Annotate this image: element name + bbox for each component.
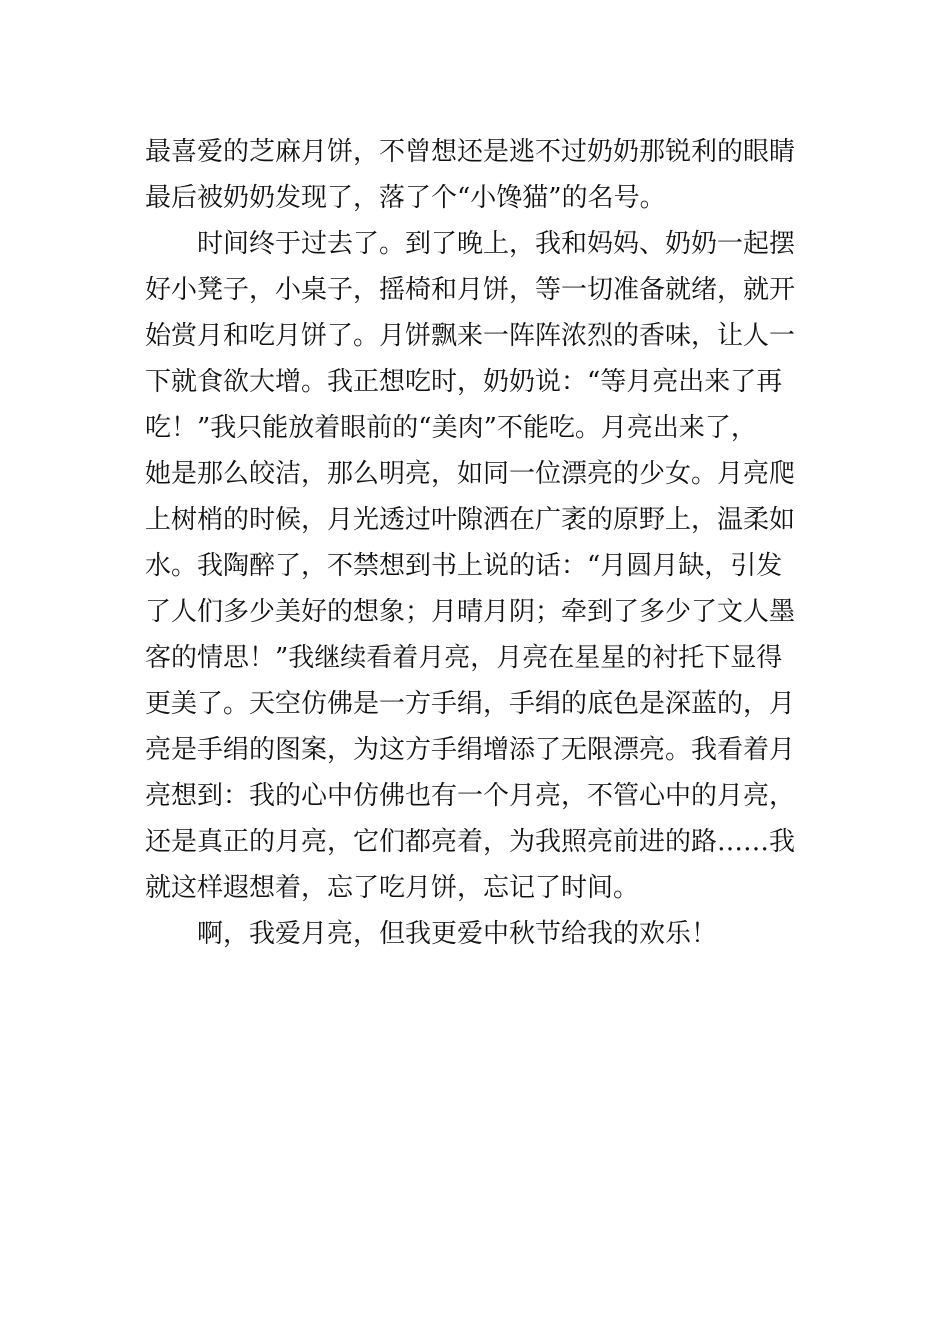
text-line-5: 始赏月和吃月饼了。月饼飘来一阵阵浓烈的香味，让人一	[145, 321, 796, 351]
text-line-8: 她是那么皎洁，那么明亮，如同一位漂亮的少女。月亮爬	[145, 459, 796, 489]
text-line-12: 客的情思！”我继续看着月亮，月亮在星星的衬托下显得	[145, 643, 783, 673]
text-line-11: 了人们多少美好的想象；月晴月阴；牵到了多少了文人墨	[145, 597, 796, 627]
text-line-16: 还是真正的月亮，它们都亮着，为我照亮前进的路……我	[145, 827, 796, 857]
paragraph-start-line-3: 时间终于过去了。到了晚上，我和妈妈、奶奶一起摆	[197, 229, 796, 259]
text-line-15: 亮想到：我的心中仿佛也有一个月亮，不管心中的月亮，	[145, 781, 796, 811]
text-line-9: 上树梢的时候，月光透过叶隙洒在广袤的原野上，温柔如	[145, 505, 796, 535]
text-line-2: 最后被奶奶发现了，落了个“小馋猫”的名号。	[145, 183, 666, 213]
text-line-1: 最喜爱的芝麻月饼，不曾想还是逃不过奶奶那锐利的眼睛	[145, 137, 796, 167]
text-line-14: 亮是手绢的图案，为这方手绢增添了无限漂亮。我看着月	[145, 735, 796, 765]
text-line-4: 好小凳子，小桌子，摇椅和月饼，等一切准备就绪，就开	[145, 275, 796, 305]
essay-body	[145, 129, 810, 957]
text-line-13: 更美了。天空仿佛是一方手绢，手绢的底色是深蓝的，月	[145, 689, 796, 719]
text-line-17: 就这样遐想着，忘了吃月饼，忘记了时间。	[145, 873, 640, 903]
text-line-6: 下就食欲大增。我正想吃时，奶奶说：“等月亮出来了再	[145, 367, 783, 397]
text-line-7: 吃！”我只能放着眼前的“美肉”不能吃。月亮出来了，	[145, 413, 757, 443]
paragraph-start-line-18: 啊，我爱月亮，但我更爱中秋节给我的欢乐！	[197, 919, 718, 949]
text-line-10: 水。我陶醉了，不禁想到书上说的话：“月圆月缺，引发	[145, 551, 783, 581]
